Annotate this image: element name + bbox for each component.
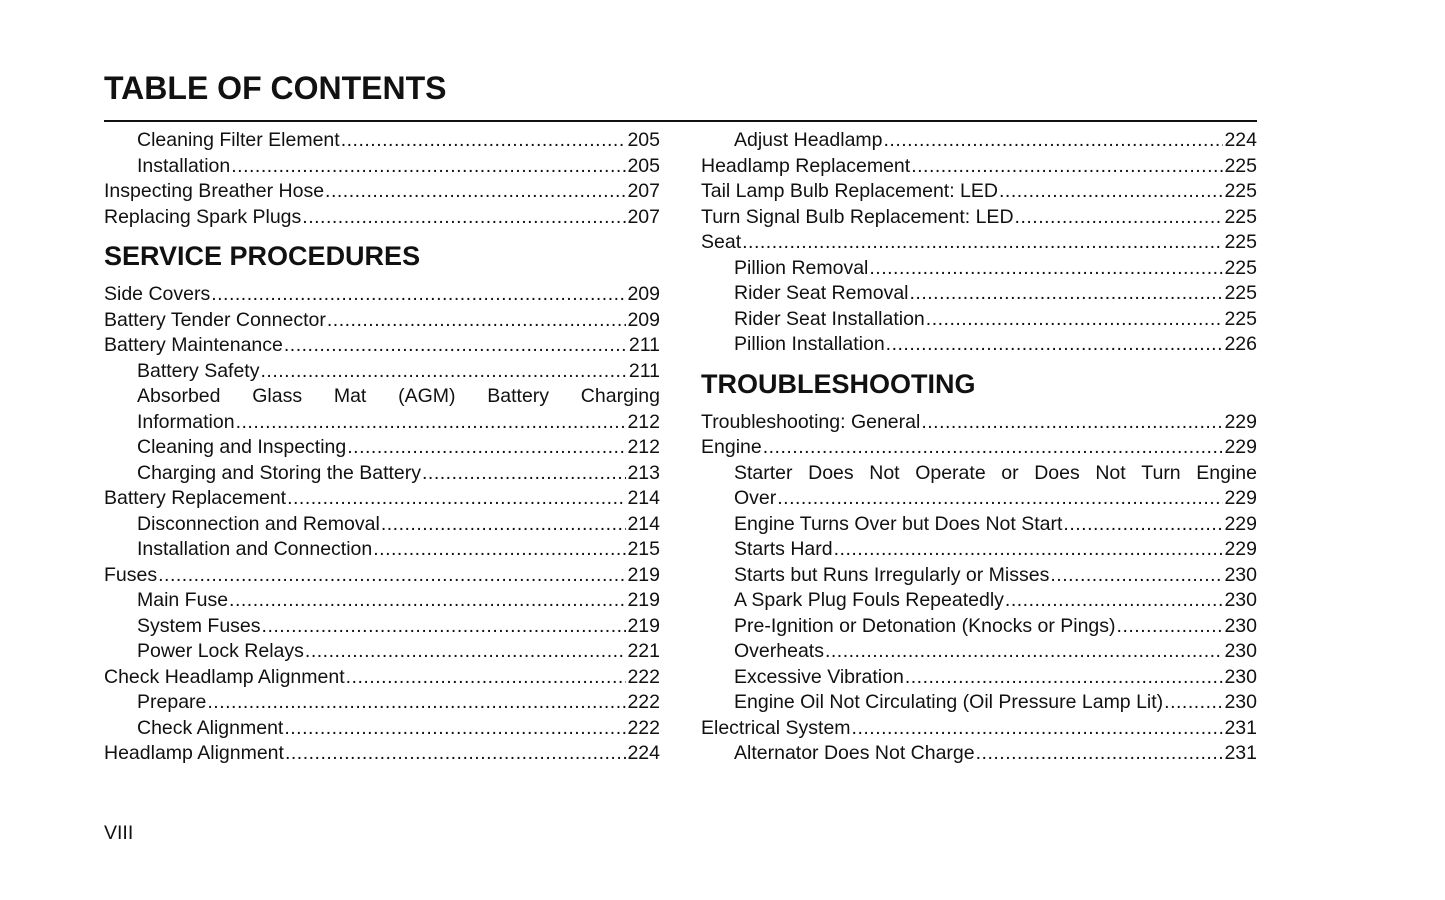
- toc-entry-page: 225: [1224, 231, 1257, 253]
- toc-entry-title: Electrical System: [701, 716, 851, 739]
- dot-leader: [373, 537, 626, 563]
- toc-left-column: [104, 128, 660, 767]
- toc-entry-word: Glass: [252, 385, 303, 407]
- toc-entry[interactable]: [104, 333, 660, 359]
- toc-entry-title: Starts but Runs Irregularly or Misses: [734, 563, 1050, 586]
- toc-entry-page: 212: [627, 436, 660, 458]
- toc-entry[interactable]: [104, 205, 660, 231]
- toc-entry-title: Battery Maintenance: [104, 334, 283, 356]
- toc-list: [701, 512, 1257, 767]
- page-number: VIII: [104, 822, 134, 844]
- dot-leader: [229, 588, 626, 614]
- toc-entry[interactable]: [104, 435, 660, 461]
- dot-leader: [305, 639, 627, 665]
- toc-entry[interactable]: [104, 741, 660, 767]
- toc-entry-page: 214: [627, 487, 660, 509]
- toc-entry-page: 230: [1224, 665, 1257, 688]
- toc-entry-title: Battery Safety: [137, 359, 260, 382]
- toc-entry[interactable]: [701, 128, 1257, 154]
- dot-leader: [262, 614, 627, 640]
- dot-leader: [910, 281, 1224, 307]
- dot-leader: [763, 435, 1224, 461]
- toc-entry-page: 222: [627, 716, 660, 739]
- toc-entry-page: 211: [628, 359, 660, 382]
- toc-entry-title: Cleaning Filter Element: [137, 129, 340, 151]
- dot-leader: [327, 308, 627, 334]
- toc-entry-title: Overheats: [734, 640, 824, 662]
- toc-entry-title: A Spark Plug Fouls Repeatedly: [734, 589, 1004, 611]
- toc-entry-page: 219: [627, 589, 660, 611]
- dot-leader: [1063, 512, 1223, 538]
- toc-entry-title: Alternator Does Not Charge: [734, 742, 975, 764]
- dot-leader: [1015, 205, 1224, 231]
- toc-entry[interactable]: [104, 690, 660, 716]
- toc-entry-title: Troubleshooting: General: [701, 410, 921, 433]
- toc-entry-title: Headlamp Alignment: [104, 742, 284, 764]
- toc-entry[interactable]: [701, 410, 1257, 436]
- toc-entry-title: Installation: [137, 154, 231, 177]
- dot-leader: [976, 741, 1224, 767]
- toc-entry[interactable]: [104, 179, 660, 205]
- toc-entry-page: 229: [1224, 487, 1257, 509]
- toc-entry-title: Headlamp Replacement: [701, 154, 911, 177]
- toc-entry-title: Rider Seat Removal: [734, 282, 909, 304]
- toc-entry-page: 225: [1224, 205, 1257, 228]
- dot-leader: [211, 282, 626, 308]
- toc-entry[interactable]: [701, 690, 1257, 716]
- toc-entry[interactable]: [701, 588, 1257, 614]
- toc-entry[interactable]: [701, 537, 1257, 563]
- toc-entry-page: 221: [627, 640, 660, 662]
- toc-entry[interactable]: [701, 154, 1257, 180]
- dot-leader: [422, 461, 626, 487]
- dot-leader: [236, 410, 627, 436]
- toc-entry-word: Charging: [580, 385, 660, 407]
- dot-leader: [302, 205, 626, 231]
- toc-entry[interactable]: [104, 716, 660, 742]
- toc-entry-title: Starts Hard: [734, 538, 833, 560]
- toc-entry[interactable]: [701, 307, 1257, 333]
- dot-leader: [886, 332, 1224, 358]
- toc-entry-title: Replacing Spark Plugs: [104, 205, 302, 228]
- toc-entry-page: 226: [1224, 333, 1257, 355]
- toc-entry-title: Side Covers: [104, 283, 211, 305]
- toc-entry-page: 225: [1224, 256, 1257, 279]
- toc-entry[interactable]: [701, 332, 1257, 358]
- toc-entry-title: Information: [137, 410, 235, 433]
- dot-leader: [825, 639, 1223, 665]
- dot-leader: [231, 154, 626, 180]
- toc-entry-word: Not: [1095, 461, 1126, 484]
- toc-entry-wrapped-line: [701, 461, 1257, 487]
- dot-leader: [207, 690, 626, 716]
- dot-leader: [287, 486, 626, 512]
- page-title: TABLE OF CONTENTS: [104, 70, 447, 106]
- dot-leader: [1117, 614, 1224, 640]
- dot-leader: [999, 179, 1223, 205]
- toc-entry-page: 205: [627, 154, 660, 177]
- toc-entry-title: Pre-Ignition or Detonation (Knocks or Pings): [734, 614, 1116, 637]
- toc-entry-title: Installation and Connection: [137, 538, 373, 560]
- toc-entry-page: 225: [1224, 154, 1257, 177]
- dot-leader: [911, 154, 1223, 180]
- toc-entry-page: 230: [1224, 563, 1257, 586]
- toc-entry-page: 225: [1224, 307, 1257, 330]
- dot-leader: [1005, 588, 1224, 614]
- dot-leader: [869, 256, 1223, 282]
- toc-entry-word: Operate: [915, 461, 986, 484]
- toc-entry-page: 207: [627, 205, 660, 228]
- toc-entry-title: Inspecting Breather Hose: [104, 180, 325, 202]
- toc-entry-page: 219: [627, 614, 660, 637]
- toc-entry-wrapped-line: [104, 384, 660, 410]
- toc-entry-title: Tail Lamp Bulb Replacement: LED: [701, 180, 998, 202]
- toc-list: [104, 128, 660, 230]
- dot-leader: [834, 537, 1224, 563]
- toc-entry-page: 215: [627, 538, 660, 560]
- toc-entry-word: (AGM): [398, 385, 456, 407]
- toc-entry[interactable]: [701, 256, 1257, 282]
- toc-entry-page: 219: [627, 563, 660, 586]
- toc-entry-title: Engine Oil Not Circulating (Oil Pressure Lamp Lit): [734, 691, 1164, 713]
- toc-entry-page: 211: [628, 334, 660, 356]
- toc-entry-title: System Fuses: [137, 614, 261, 637]
- toc-entry-word: Not: [869, 461, 900, 484]
- section-heading-troubleshooting: TROUBLESHOOTING: [701, 368, 976, 399]
- toc-entry-page: 230: [1224, 691, 1257, 713]
- toc-entry[interactable]: [701, 741, 1257, 767]
- toc-entry-page: 224: [627, 742, 660, 764]
- toc-entry-page: 209: [627, 308, 660, 331]
- toc-entry-page: 222: [627, 665, 660, 688]
- toc-list: [104, 282, 660, 384]
- toc-entry-page: 231: [1224, 716, 1257, 739]
- toc-entry[interactable]: [104, 308, 660, 334]
- toc-entry[interactable]: [701, 563, 1257, 589]
- dot-leader: [381, 512, 627, 538]
- toc-entry[interactable]: [701, 512, 1257, 538]
- toc-entry-title: Check Headlamp Alignment: [104, 665, 345, 688]
- toc-entry[interactable]: [701, 614, 1257, 640]
- toc-entry[interactable]: [701, 230, 1257, 256]
- title-divider: [104, 120, 1257, 122]
- dot-leader: [926, 307, 1224, 333]
- dot-leader: [905, 665, 1224, 691]
- toc-entry-word: Engine: [1196, 461, 1257, 484]
- toc-entry-title: Over: [734, 487, 777, 509]
- toc-entry-agm[interactable]: [104, 384, 660, 435]
- toc-entry-page: 229: [1224, 436, 1257, 458]
- toc-entry-title: Battery Replacement: [104, 487, 287, 509]
- dot-leader: [284, 716, 626, 742]
- toc-entry-title: Charging and Storing the Battery: [137, 461, 422, 484]
- toc-entry-word: Battery: [487, 385, 550, 407]
- toc-entry-title: Prepare: [137, 691, 207, 713]
- toc-entry-title: Power Lock Relays: [137, 640, 304, 662]
- toc-entry-title: Main Fuse: [137, 589, 229, 611]
- toc-entry[interactable]: [104, 154, 660, 180]
- toc-entry-continuation: [104, 410, 660, 436]
- dot-leader: [346, 665, 627, 691]
- toc-entry-title: Battery Tender Connector: [104, 308, 326, 331]
- toc-entry-page: 214: [627, 512, 660, 535]
- toc-entry-title: Excessive Vibration: [734, 665, 904, 688]
- dot-leader: [852, 716, 1224, 742]
- toc-list: [104, 435, 660, 767]
- toc-list: [701, 410, 1257, 461]
- dot-leader: [742, 230, 1223, 256]
- toc-entry-page: 207: [627, 180, 660, 202]
- toc-entry-title: Pillion Removal: [734, 256, 869, 279]
- toc-entry[interactable]: [104, 359, 660, 385]
- toc-entry-title: Cleaning and Inspecting: [137, 436, 347, 458]
- toc-entry-word: Does: [808, 461, 854, 484]
- toc-entry-title: Seat: [701, 231, 742, 253]
- toc-entry-title: Engine: [701, 436, 762, 458]
- toc-entry[interactable]: [701, 179, 1257, 205]
- toc-entry[interactable]: [104, 614, 660, 640]
- dot-leader: [260, 359, 627, 385]
- toc-entry-title: Adjust Headlamp: [734, 129, 883, 151]
- toc-entry-word: Absorbed: [137, 385, 221, 407]
- dot-leader: [777, 486, 1223, 512]
- toc-entry-word: or: [1001, 461, 1019, 484]
- toc-entry-title: Rider Seat Installation: [734, 307, 925, 330]
- toc-entry[interactable]: [104, 282, 660, 308]
- toc-entry-page: 231: [1224, 742, 1257, 764]
- toc-entry[interactable]: [104, 537, 660, 563]
- toc-entry[interactable]: [104, 639, 660, 665]
- toc-entry-word: Turn: [1141, 461, 1181, 484]
- dot-leader: [158, 563, 626, 589]
- toc-entry[interactable]: [104, 563, 660, 589]
- toc-entry-page: 225: [1224, 282, 1257, 304]
- toc-entry[interactable]: [701, 665, 1257, 691]
- toc-entry-title: Fuses: [104, 563, 158, 586]
- toc-list: [701, 128, 1257, 358]
- toc-entry-starter[interactable]: [701, 461, 1257, 512]
- dot-leader: [347, 435, 626, 461]
- toc-entry-page: 205: [627, 129, 660, 151]
- toc-entry-page: 230: [1224, 589, 1257, 611]
- toc-entry-word: Mat: [333, 385, 367, 407]
- dot-leader: [1050, 563, 1223, 589]
- toc-entry-word: Starter: [734, 461, 793, 484]
- toc-entry-page: 224: [1224, 129, 1257, 151]
- toc-entry[interactable]: [104, 588, 660, 614]
- toc-entry-page: 229: [1224, 410, 1257, 433]
- toc-entry[interactable]: [701, 716, 1257, 742]
- dot-leader: [921, 410, 1223, 436]
- toc-entry-page: 225: [1224, 180, 1257, 202]
- toc-entry[interactable]: [104, 665, 660, 691]
- dot-leader: [341, 128, 627, 154]
- toc-entry-word: Does: [1034, 461, 1080, 484]
- dot-leader: [884, 128, 1224, 154]
- toc-entry[interactable]: [104, 512, 660, 538]
- dot-leader: [1164, 690, 1223, 716]
- toc-entry[interactable]: [701, 205, 1257, 231]
- toc-entry[interactable]: [104, 128, 660, 154]
- toc-entry-page: 229: [1224, 538, 1257, 560]
- toc-entry[interactable]: [701, 639, 1257, 665]
- toc-entry-page: 230: [1224, 640, 1257, 662]
- toc-entry-title: Engine Turns Over but Does Not Start: [734, 512, 1063, 535]
- toc-entry[interactable]: [104, 461, 660, 487]
- toc-entry-title: Disconnection and Removal: [137, 512, 380, 535]
- dot-leader: [285, 741, 627, 767]
- toc-entry-continuation: [701, 486, 1257, 512]
- toc-entry[interactable]: [104, 486, 660, 512]
- toc-right-column: [701, 128, 1257, 767]
- toc-entry-title: Pillion Installation: [734, 333, 885, 355]
- toc-entry-page: 230: [1224, 614, 1257, 637]
- toc-entry[interactable]: [701, 435, 1257, 461]
- toc-entry-title: Check Alignment: [137, 716, 284, 739]
- dot-leader: [284, 333, 628, 359]
- toc-entry-page: 213: [627, 461, 660, 484]
- section-heading-service-procedures: SERVICE PROCEDURES: [104, 241, 421, 271]
- toc-entry-title: Turn Signal Bulb Replacement: LED: [701, 205, 1014, 228]
- toc-entry-page: 229: [1224, 512, 1257, 535]
- dot-leader: [325, 179, 626, 205]
- toc-entry[interactable]: [701, 281, 1257, 307]
- toc-entry-page: 212: [627, 410, 660, 433]
- toc-entry-page: 209: [627, 283, 660, 305]
- toc-entry-page: 222: [627, 691, 660, 713]
